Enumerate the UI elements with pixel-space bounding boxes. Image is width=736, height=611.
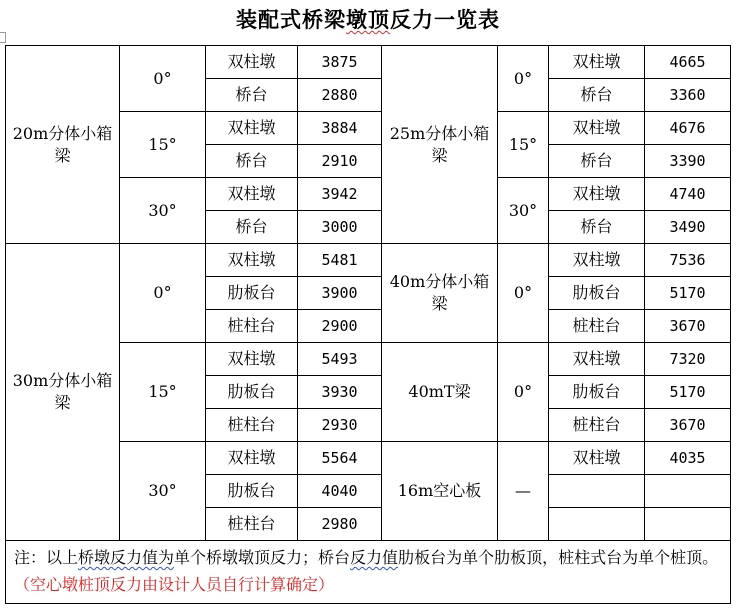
reaction-value: 5170 [645, 277, 731, 310]
support-type: 桩柱台 [206, 310, 298, 343]
reaction-value: 3900 [298, 277, 382, 310]
support-type: 桩柱台 [549, 310, 645, 343]
reaction-value: 5481 [298, 244, 382, 277]
group-40m-box: 40m分体小箱梁 [382, 244, 498, 343]
reaction-value: 2980 [298, 508, 382, 541]
note-text-underlined: 反力值 [350, 548, 399, 567]
support-type: 桩柱台 [206, 508, 298, 541]
angle-cell: 0° [498, 46, 549, 112]
support-type: 桥台 [549, 211, 645, 244]
reaction-value: 3390 [645, 145, 731, 178]
angle-cell: 30° [120, 442, 206, 541]
support-type: 桥台 [549, 79, 645, 112]
support-type: 桩柱台 [549, 409, 645, 442]
support-type: 桩柱台 [206, 409, 298, 442]
support-type: 桥台 [206, 211, 298, 244]
reaction-value: 3360 [645, 79, 731, 112]
reaction-value: 2880 [298, 79, 382, 112]
reaction-value: 7320 [645, 343, 731, 376]
support-type: 双柱墩 [549, 442, 645, 475]
title-part: 反力一览表 [390, 7, 500, 32]
reaction-value: 3490 [645, 211, 731, 244]
note-row [6, 541, 731, 604]
support-type: 双柱墩 [206, 178, 298, 211]
page-title [0, 4, 736, 34]
angle-cell: 0° [498, 244, 549, 343]
note-remark-red: （空心墩桩顶反力由设计人员自行计算确定） [14, 575, 335, 594]
angle-cell: 0° [120, 244, 206, 343]
support-type: 双柱墩 [549, 112, 645, 145]
reaction-value: 2910 [298, 145, 382, 178]
pier-reaction-table [5, 45, 731, 604]
reaction-value: 4035 [645, 442, 731, 475]
note-text: 单个桥墩墩顶反力；桥台 [174, 548, 351, 567]
support-type: 双柱墩 [206, 244, 298, 277]
reaction-value: 4040 [298, 475, 382, 508]
reaction-value: 3670 [645, 310, 731, 343]
reaction-value: 2930 [298, 409, 382, 442]
angle-cell: 0° [120, 46, 206, 112]
support-type: 双柱墩 [549, 46, 645, 79]
reaction-value: 3884 [298, 112, 382, 145]
angle-cell: — [498, 442, 549, 541]
angle-cell: 0° [498, 343, 549, 442]
group-16m-hollow-slab: 16m空心板 [382, 442, 498, 541]
title-part-underlined: 墩顶 [346, 7, 390, 32]
title-part: 装配式桥梁 [236, 7, 346, 32]
reaction-value: 4676 [645, 112, 731, 145]
support-type: 双柱墩 [206, 343, 298, 376]
support-type: 双柱墩 [206, 442, 298, 475]
reaction-value: 7536 [645, 244, 731, 277]
support-type: 双柱墩 [549, 244, 645, 277]
note-text: 肋板台为单个肋板顶，桩柱式台为单个桩顶。 [398, 548, 719, 567]
reaction-value: 5564 [298, 442, 382, 475]
reaction-value: 4665 [645, 46, 731, 79]
reaction-value: 3670 [645, 409, 731, 442]
reaction-value: 5170 [645, 376, 731, 409]
table-note [6, 541, 731, 604]
reaction-value: 4740 [645, 178, 731, 211]
angle-cell: 15° [120, 112, 206, 178]
note-text: 注：以上 [14, 548, 79, 567]
angle-cell: 15° [498, 112, 549, 178]
reaction-value: 3942 [298, 178, 382, 211]
angle-cell: 30° [498, 178, 549, 244]
reaction-value: 5493 [298, 343, 382, 376]
group-40m-tbeam: 40mT梁 [382, 343, 498, 442]
support-type: 肋板台 [206, 376, 298, 409]
reaction-value: 3875 [298, 46, 382, 79]
table-row [6, 46, 731, 79]
angle-cell: 15° [120, 343, 206, 442]
reaction-value: 3930 [298, 376, 382, 409]
support-type: 肋板台 [206, 277, 298, 310]
empty-cell [549, 475, 645, 508]
angle-cell: 30° [120, 178, 206, 244]
table-anchor-marker [0, 32, 6, 43]
empty-cell [645, 475, 731, 508]
reaction-value: 2900 [298, 310, 382, 343]
support-type: 桥台 [206, 79, 298, 112]
reaction-value: 3000 [298, 211, 382, 244]
note-text-underlined: 桥墩反力值为 [78, 548, 175, 567]
support-type: 双柱墩 [206, 46, 298, 79]
empty-cell [645, 508, 731, 541]
support-type: 肋板台 [206, 475, 298, 508]
support-type: 双柱墩 [549, 178, 645, 211]
group-20m: 20m分体小箱梁 [6, 46, 120, 244]
support-type: 双柱墩 [549, 343, 645, 376]
group-25m: 25m分体小箱梁 [382, 46, 498, 244]
support-type: 桥台 [206, 145, 298, 178]
support-type: 肋板台 [549, 376, 645, 409]
support-type: 双柱墩 [206, 112, 298, 145]
empty-cell [549, 508, 645, 541]
support-type: 肋板台 [549, 277, 645, 310]
support-type: 桥台 [549, 145, 645, 178]
table-row [6, 244, 731, 277]
group-30m: 30m分体小箱梁 [6, 244, 120, 541]
